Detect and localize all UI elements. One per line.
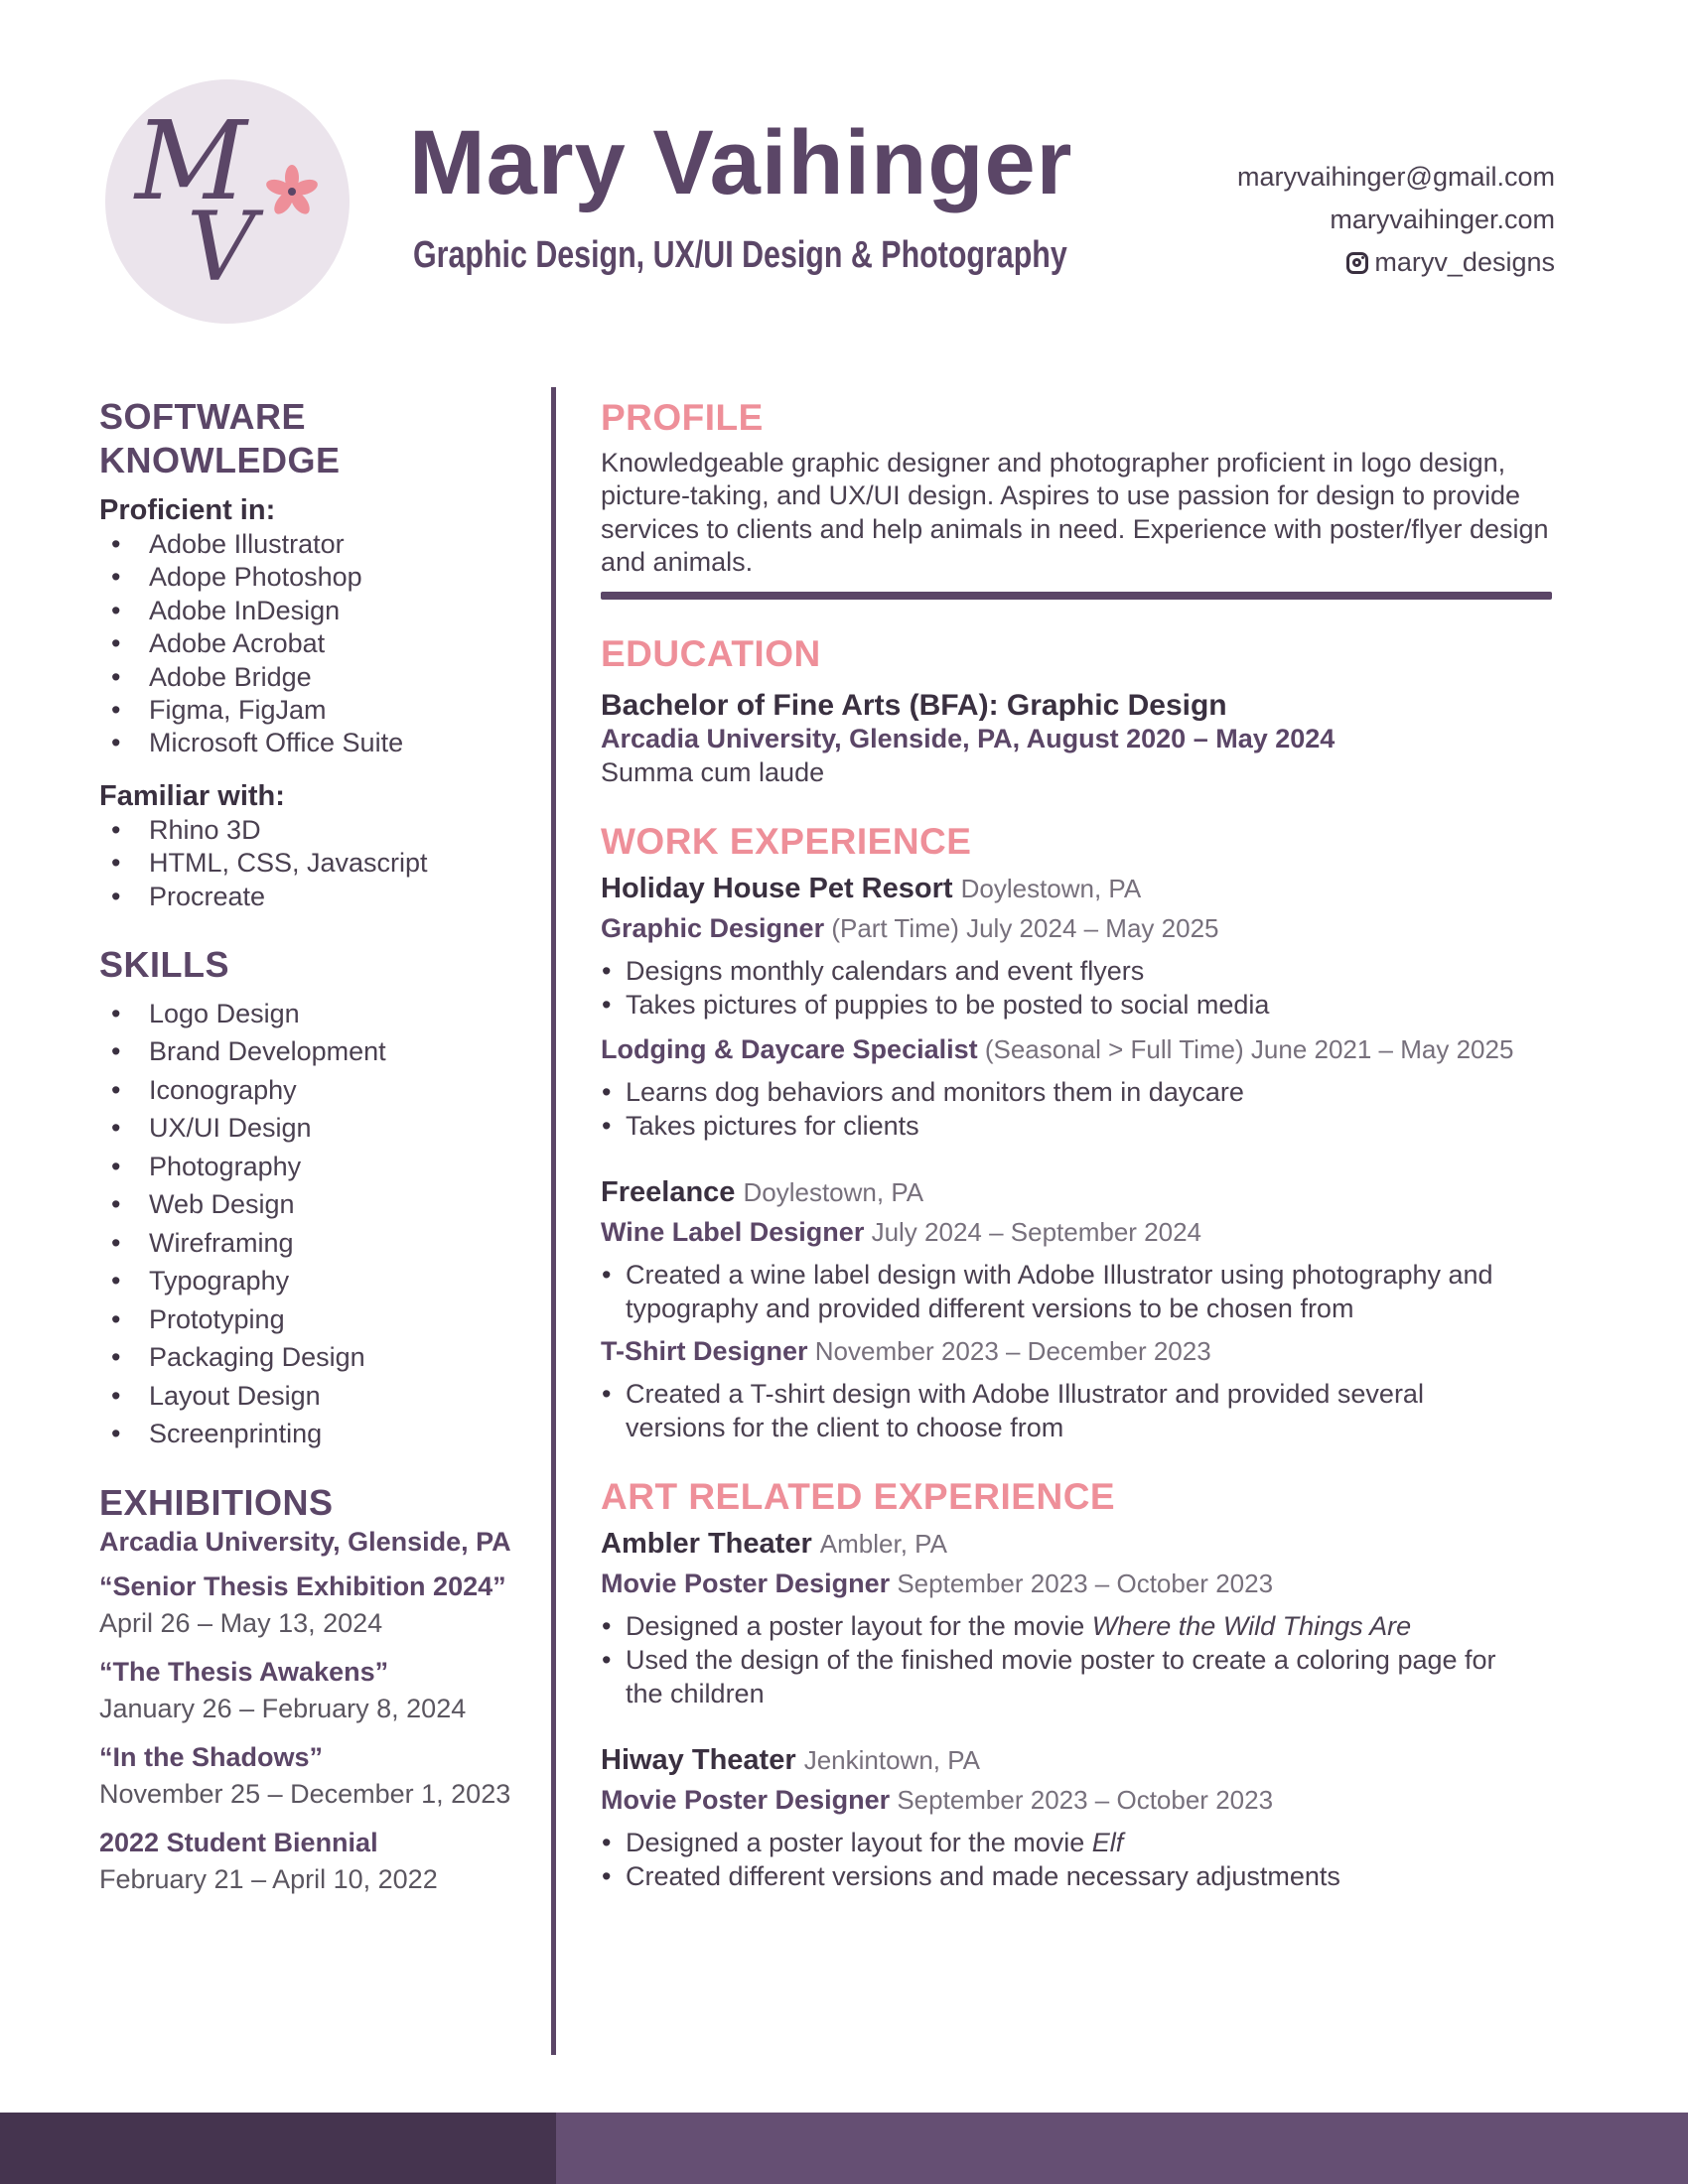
list-item: • Adobe Illustrator bbox=[99, 528, 536, 561]
employer-location: Doylestown, PA bbox=[743, 1176, 924, 1207]
art-section bbox=[601, 1474, 1594, 1893]
profile-section bbox=[601, 395, 1594, 600]
movie-title: Elf bbox=[1091, 1827, 1124, 1857]
list-item: • Prototyping bbox=[99, 1300, 536, 1339]
education-section bbox=[601, 631, 1594, 789]
employer-name: Freelance bbox=[601, 1175, 736, 1208]
footer-band-right bbox=[556, 2113, 1688, 2184]
software-heading-line1: SOFTWARE bbox=[99, 396, 306, 437]
role-bullets bbox=[601, 1258, 1494, 1325]
bullet-text: Designed a poster layout for the movie bbox=[626, 1610, 1092, 1641]
role-detail: September 2023 – October 2023 bbox=[897, 1784, 1274, 1815]
list-item: • Adobe Bridge bbox=[99, 661, 536, 694]
candidate-name: Mary Vaihinger bbox=[409, 112, 1073, 213]
education-heading: EDUCATION bbox=[601, 632, 821, 674]
list-item: • HTML, CSS, Javascript bbox=[99, 847, 536, 880]
software-section bbox=[99, 395, 536, 913]
list-item: • Figma, FigJam bbox=[99, 694, 536, 727]
right-column bbox=[601, 395, 1594, 1893]
art-heading: ART RELATED EXPERIENCE bbox=[601, 1475, 1116, 1517]
exhibition-title: “The Thesis Awakens” bbox=[99, 1656, 389, 1687]
list-item: • Layout Design bbox=[99, 1377, 536, 1416]
school: Arcadia University, Glenside, PA, August 2020 – May 2024 bbox=[601, 723, 1336, 753]
employer bbox=[601, 869, 1594, 908]
employer-name: Holiday House Pet Resort bbox=[601, 872, 953, 904]
list-item: • Packaging Design bbox=[99, 1338, 536, 1377]
list-item: • Adope Photoshop bbox=[99, 561, 536, 594]
role-bullets bbox=[601, 1377, 1494, 1444]
role bbox=[601, 1212, 1594, 1252]
honors: Summa cum laude bbox=[601, 756, 825, 787]
employer-location: Ambler, PA bbox=[819, 1528, 947, 1559]
role-bullets bbox=[601, 1826, 1594, 1893]
list-item: • Logo Design bbox=[99, 995, 536, 1033]
contact-instagram[interactable] bbox=[1346, 249, 1555, 276]
exhibition-date: January 26 – February 8, 2024 bbox=[99, 1693, 467, 1723]
role bbox=[601, 1331, 1594, 1371]
degree: Bachelor of Fine Arts (BFA): Graphic Design bbox=[601, 688, 1227, 722]
role-title: Graphic Designer bbox=[601, 912, 825, 943]
role-bullets bbox=[601, 954, 1594, 1022]
role-title: Lodging & Daycare Specialist bbox=[601, 1033, 978, 1064]
employer bbox=[601, 1740, 1594, 1780]
list-item: • UX/UI Design bbox=[99, 1109, 536, 1148]
movie-title: Where the Wild Things Are bbox=[1091, 1610, 1412, 1641]
list-item: • Created a T-shirt design with Adobe Illustrator and provided several versions for the client to choose from bbox=[601, 1377, 1494, 1444]
left-column bbox=[99, 395, 536, 1898]
role-bullets bbox=[601, 1609, 1524, 1710]
employer-name: Hiway Theater bbox=[601, 1743, 796, 1776]
exhibition-date: April 26 – May 13, 2024 bbox=[99, 1607, 383, 1638]
role bbox=[601, 908, 1594, 948]
list-item: • Designs monthly calendars and event flyers bbox=[601, 954, 1594, 988]
employer-location: Doylestown, PA bbox=[960, 873, 1142, 903]
footer-band-left bbox=[0, 2113, 556, 2184]
list-item: • Web Design bbox=[99, 1185, 536, 1224]
list-item: • Wireframing bbox=[99, 1224, 536, 1263]
exhibition-date: February 21 – April 10, 2022 bbox=[99, 1863, 438, 1894]
list-item: • Procreate bbox=[99, 881, 536, 913]
role-title: Movie Poster Designer bbox=[601, 1568, 891, 1598]
logo-letter-m: M bbox=[135, 97, 247, 224]
exhibition-venue: Arcadia University, Glenside, PA bbox=[99, 1526, 511, 1557]
role-title: Movie Poster Designer bbox=[601, 1784, 891, 1815]
role-detail: July 2024 – September 2024 bbox=[871, 1216, 1202, 1247]
list-item: • Used the design of the finished movie poster to create a coloring page for the children bbox=[601, 1643, 1524, 1710]
contact-email[interactable]: maryvaihinger@gmail.com bbox=[1236, 162, 1555, 192]
flower-icon bbox=[264, 165, 320, 217]
role-detail: (Seasonal > Full Time) June 2021 – May 2025 bbox=[984, 1033, 1514, 1064]
tagline: Graphic Design, UX/UI Design & Photography bbox=[413, 234, 1067, 276]
skills-section bbox=[99, 943, 536, 1453]
exhibition-title: 2022 Student Biennial bbox=[99, 1827, 378, 1857]
exhibitions-section bbox=[99, 1481, 536, 1898]
familiar-list bbox=[99, 814, 536, 913]
work-section bbox=[601, 819, 1594, 1444]
list-item: • Screenprinting bbox=[99, 1415, 536, 1453]
role-title: Wine Label Designer bbox=[601, 1216, 865, 1247]
profile-heading: PROFILE bbox=[601, 397, 764, 438]
list-item bbox=[601, 1609, 1524, 1643]
list-item: • Created a wine label design with Adobe Illustrator using photography and typography and provided different versions to be chosen from bbox=[601, 1258, 1494, 1325]
list-item: • Rhino 3D bbox=[99, 814, 536, 847]
employer-location: Jenkintown, PA bbox=[803, 1744, 980, 1775]
list-item: • Brand Development bbox=[99, 1032, 536, 1071]
bullet-text: Designed a poster layout for the movie bbox=[626, 1827, 1092, 1857]
role bbox=[601, 1564, 1594, 1603]
employer bbox=[601, 1172, 1594, 1212]
exhibition-title: “Senior Thesis Exhibition 2024” bbox=[99, 1570, 506, 1601]
logo-letter-v: V bbox=[187, 192, 256, 303]
role bbox=[601, 1780, 1594, 1820]
employer bbox=[601, 1524, 1594, 1564]
role-title: T-Shirt Designer bbox=[601, 1335, 808, 1366]
instagram-handle: maryv_designs bbox=[1374, 247, 1555, 277]
list-item bbox=[601, 1826, 1594, 1859]
list-item: • Learns dog behaviors and monitors them in daycare bbox=[601, 1075, 1594, 1109]
exhibition-title: “In the Shadows” bbox=[99, 1741, 324, 1772]
skills-list bbox=[99, 995, 536, 1453]
exhibitions-heading: EXHIBITIONS bbox=[99, 1481, 334, 1523]
list-item: • Takes pictures of puppies to be posted to social media bbox=[601, 988, 1594, 1022]
contact-website[interactable]: maryvaihinger.com bbox=[1330, 205, 1555, 234]
familiar-label: Familiar with: bbox=[99, 779, 285, 812]
skills-heading: SKILLS bbox=[99, 943, 230, 985]
list-item: • Takes pictures for clients bbox=[601, 1109, 1594, 1143]
profile-text: Knowledgeable graphic designer and photographer proficient in logo design, picture-taking, and UX/UI design. Aspires to use passion for design to provide services to clients and help animals in need. Experience with poster/flyer design and animals. bbox=[601, 448, 1549, 578]
role-detail: November 2023 – December 2023 bbox=[814, 1335, 1211, 1366]
list-item: • Microsoft Office Suite bbox=[99, 727, 536, 759]
software-heading-line2: KNOWLEDGE bbox=[99, 440, 341, 480]
work-heading: WORK EXPERIENCE bbox=[601, 820, 972, 862]
instagram-icon bbox=[1346, 252, 1368, 274]
exhibition-date: November 25 – December 1, 2023 bbox=[99, 1778, 511, 1809]
list-item: • Adobe InDesign bbox=[99, 595, 536, 627]
monogram-logo bbox=[105, 79, 350, 324]
list-item: • Photography bbox=[99, 1148, 536, 1186]
list-item: • Created different versions and made necessary adjustments bbox=[601, 1859, 1594, 1893]
employer-name: Ambler Theater bbox=[601, 1527, 812, 1560]
role-detail: September 2023 – October 2023 bbox=[897, 1568, 1274, 1598]
proficient-label: Proficient in: bbox=[99, 494, 276, 526]
role bbox=[601, 1029, 1594, 1069]
proficient-list bbox=[99, 528, 536, 760]
list-item: • Typography bbox=[99, 1262, 536, 1300]
column-divider bbox=[551, 387, 556, 2055]
list-item: • Adobe Acrobat bbox=[99, 627, 536, 660]
role-bullets bbox=[601, 1075, 1594, 1143]
section-rule bbox=[601, 592, 1552, 600]
list-item: • Iconography bbox=[99, 1071, 536, 1110]
role-detail: (Part Time) July 2024 – May 2025 bbox=[831, 912, 1219, 943]
